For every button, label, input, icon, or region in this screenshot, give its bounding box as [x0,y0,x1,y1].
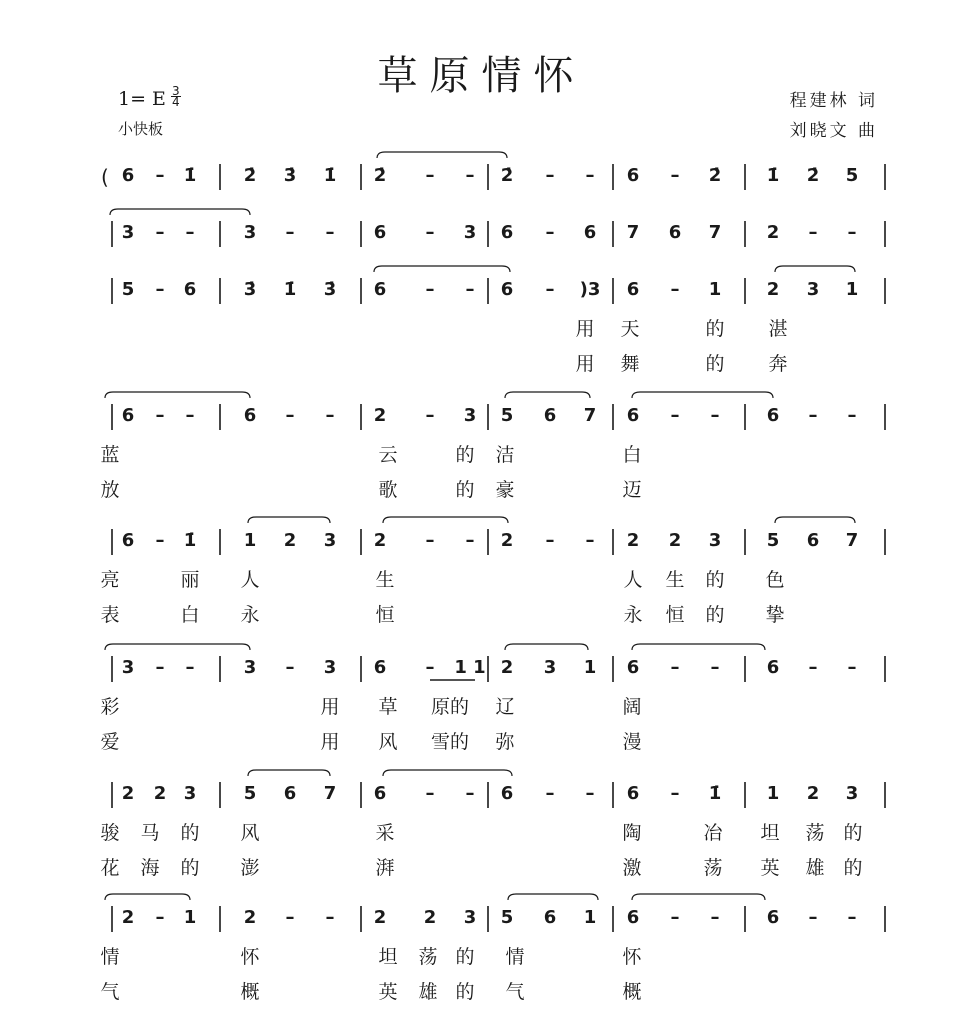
note: 3 [323,530,337,551]
lyric-verse-1: 用 [320,696,340,718]
lyric-verse-1: 的 [180,822,200,844]
tie-slur [632,894,765,900]
note: 2 [243,907,257,928]
lyric-verse-2: 爱 [100,731,120,753]
note: 3 [543,657,557,678]
lyric-verse-2: 放 [100,479,120,501]
lyric-verse-2: 表 [100,604,120,626]
lyric-verse-1: 亮 [100,569,120,591]
lyric-verse-2: 用 [320,731,340,753]
note: – [670,657,680,678]
note: 1 [708,279,722,300]
note: 5 [243,783,257,804]
lyric-verse-1: 骏 [100,822,120,844]
note: – [808,405,818,426]
note: 6 [121,165,135,186]
note: – [285,907,295,928]
lyric-verse-2: 恒 [375,604,395,626]
note: 1 [766,783,780,804]
note: – [585,783,595,804]
note: 3 [243,657,257,678]
lyric-verse-2: 澎 [240,857,260,879]
note: 7 [626,222,640,243]
tie-slur [383,517,508,523]
note: 2 [121,783,135,804]
note: 6 [373,222,387,243]
note: 5 [500,907,514,928]
lyric-verse-2: 白 [180,604,200,626]
note: 1 [583,907,597,928]
note: – [710,405,720,426]
lyric-verse-2: 永 [240,604,260,626]
note: – [847,907,857,928]
note: )3 [579,279,601,300]
note: – [808,657,818,678]
note: 2 [766,279,780,300]
lyric-verse-1: 生 [665,569,685,591]
lyric-verse-2: 气 [100,981,120,1003]
opening-paren: ( [101,165,109,189]
note: – [325,907,335,928]
lyric-verse-1: 云 [378,444,398,466]
time-top: 3 [172,84,180,98]
lyric-verse-1: 色 [765,569,785,591]
time-bottom: 4 [172,95,180,109]
note: – [425,405,435,426]
note: 5 [845,165,859,186]
note: 6 [583,222,597,243]
note: – [585,165,595,186]
note: 3 [463,222,477,243]
lyric-verse-2: 英 [378,981,398,1003]
note: 6 [183,279,197,300]
note: 7 [708,222,722,243]
lyric-verse-1: 蓝 [100,444,120,466]
lyric-verse-2: 概 [622,981,642,1003]
note: – [285,222,295,243]
note: 3 [463,907,477,928]
lyric-verse-2: 的 [705,353,725,375]
note: 6 [766,405,780,426]
note: 6 [373,279,387,300]
lyric-verse-1: 怀 [622,946,642,968]
note: – [155,279,165,300]
lyric-verse-1: 湛 [768,318,788,340]
note: 2 [668,530,682,551]
lyricist-credit: 程建林 词 [789,91,878,111]
note: 7 [323,783,337,804]
note: 2 [500,530,514,551]
lyric-verse-2: 湃 [375,857,395,879]
note: – [285,657,295,678]
lyric-verse-2: 海 [140,857,160,879]
lyric-verse-2: 的 [705,604,725,626]
note: 3 [183,783,197,804]
note: 1̇ [323,165,337,186]
note: 3̇ [283,165,297,186]
note: – [185,405,195,426]
note: 6 [806,530,820,551]
note: 6 [121,530,135,551]
note: 2̇ [243,165,257,186]
note: – [585,530,595,551]
lyric-verse-1: 荡 [805,822,825,844]
note: 6 [766,907,780,928]
lyric-verse-1: 怀 [240,946,260,968]
lyric-verse-2: 荡 [703,857,723,879]
lyric-verse-2: 雄 [418,981,438,1003]
tie-slur [105,644,250,650]
lyric-verse-2: 气 [505,981,525,1003]
note: – [425,530,435,551]
lyric-verse-2: 的 [843,857,863,879]
lyric-verse-1: 的 [705,569,725,591]
lyric-verse-2: 的 [180,857,200,879]
lyric-verse-1: 采 [375,822,395,844]
tie-slur [377,152,507,158]
note: – [808,222,818,243]
note: – [425,279,435,300]
note: 3 [463,405,477,426]
lyric-verse-2: 用 [575,353,595,375]
note: 3 [708,530,722,551]
note: – [465,530,475,551]
note: – [670,783,680,804]
lyric-verse-2: 花 [100,857,120,879]
lyric-verse-1: 情 [100,946,120,968]
note: – [545,530,555,551]
note: 6 [626,657,640,678]
note: 5 [121,279,135,300]
tie-slur [105,392,250,398]
lyric-verse-2: 激 [622,857,642,879]
note: 7 [583,405,597,426]
note: 3̇ [243,279,257,300]
tie-slur [505,644,588,650]
lyric-verse-1: 草 [378,696,398,718]
lyric-verse-1: 阔 [622,696,642,718]
note: – [847,222,857,243]
tie-slur [508,894,598,900]
tie-slur [632,392,773,398]
lyric-verse-1: 人 [240,569,260,591]
note: – [425,165,435,186]
tie-slur [775,266,855,272]
lyric-verse-1: 原的 [430,696,470,718]
note: 1̇ [283,279,297,300]
note: – [155,405,165,426]
key-signature: 1= E [118,88,166,110]
note: 2 [121,907,135,928]
lyric-verse-1: 风 [240,822,260,844]
note: – [325,222,335,243]
note: 6 [626,405,640,426]
note: 2 [373,405,387,426]
note: 2̇ [500,165,514,186]
note: 2 [373,530,387,551]
note: 1̇ [708,783,722,804]
lyric-verse-1: 冶 [703,822,723,844]
composer-credit: 刘晓文 曲 [789,121,878,141]
note: – [465,279,475,300]
lyric-verse-2: 的 [455,479,475,501]
note: 6 [626,165,640,186]
note: 6 [243,405,257,426]
tie-slur [775,517,855,523]
lyric-verse-1: 白 [622,444,642,466]
note: 3 [243,222,257,243]
note: 3 [121,222,135,243]
tie-slur [505,392,590,398]
lyric-verse-2: 风 [378,731,398,753]
note: – [425,657,435,678]
note: 1̇ [183,530,197,551]
lyric-verse-2: 雄 [805,857,825,879]
tie-slur [248,770,330,776]
note: 1̇ [766,165,780,186]
note: – [670,165,680,186]
note: 1 [183,907,197,928]
note: – [155,657,165,678]
note: 3 [845,783,859,804]
note: 6 [373,657,387,678]
note: 2 [373,907,387,928]
lyric-verse-2: 的 [455,981,475,1003]
note: 6 [500,279,514,300]
note: – [425,222,435,243]
note: – [545,222,555,243]
note: 2 [423,907,437,928]
lyric-verse-2: 恒 [665,604,685,626]
note: 1 1 [454,657,486,678]
note: – [185,222,195,243]
note: 5 [766,530,780,551]
note: 1̇ [183,165,197,186]
note: – [155,907,165,928]
note: – [545,165,555,186]
note: – [808,907,818,928]
note: – [847,657,857,678]
note: – [670,405,680,426]
lyric-verse-1: 的 [455,946,475,968]
note: 6 [543,405,557,426]
note: 1 [243,530,257,551]
lyric-verse-1: 辽 [495,696,515,718]
note: – [285,405,295,426]
lyric-verse-1: 的 [455,444,475,466]
lyric-verse-2: 迈 [622,479,642,501]
lyric-verse-1: 情 [505,946,525,968]
lyric-verse-1: 人 [623,569,643,591]
note: – [710,907,720,928]
lyric-verse-1: 陶 [622,822,642,844]
lyric-verse-2: 漫 [622,731,642,753]
note: 6 [626,279,640,300]
note: 6 [373,783,387,804]
lyric-verse-1: 彩 [100,696,120,718]
note: 6 [500,222,514,243]
note: 3 [323,657,337,678]
note: 1 [583,657,597,678]
lyric-verse-1: 丽 [180,569,200,591]
note: – [847,405,857,426]
note: – [545,279,555,300]
lyric-verse-1: 生 [375,569,395,591]
note: – [155,165,165,186]
note: 3 [806,279,820,300]
note: 6 [668,222,682,243]
note: 5 [500,405,514,426]
lyric-verse-2: 豪 [495,479,515,501]
note: – [325,405,335,426]
note: 3̇ [323,279,337,300]
note: 6 [543,907,557,928]
tie-slur [374,266,510,272]
lyric-verse-2: 挚 [765,604,785,626]
note: – [425,783,435,804]
note: 2 [626,530,640,551]
note: – [465,783,475,804]
note: 7 [845,530,859,551]
note: 6 [766,657,780,678]
lyric-verse-1: 洁 [495,444,515,466]
lyric-verse-2: 奔 [768,353,788,375]
lyric-verse-2: 雪的 [430,731,470,753]
note: – [670,279,680,300]
note: 6 [283,783,297,804]
note: – [155,222,165,243]
lyric-verse-1: 的 [705,318,725,340]
note: – [545,783,555,804]
note: 6 [626,783,640,804]
lyric-verse-1: 马 [140,822,160,844]
note: – [670,907,680,928]
note: 2 [283,530,297,551]
tie-slur [248,517,330,523]
lyric-verse-1: 天 [620,318,640,340]
note: – [465,165,475,186]
note: 6 [626,907,640,928]
lyric-verse-2: 歌 [378,479,398,501]
page-cutoff [0,1009,963,1025]
lyric-verse-1: 用 [575,318,595,340]
note: 6 [121,405,135,426]
note: 3 [121,657,135,678]
note: 6 [500,783,514,804]
note: 2̇ [373,165,387,186]
note: – [185,657,195,678]
note: 2̇ [806,165,820,186]
note: – [710,657,720,678]
lyric-verse-2: 概 [240,981,260,1003]
lyric-verse-2: 弥 [495,731,515,753]
note: 2̇ [708,165,722,186]
note: 1 [845,279,859,300]
lyric-verse-1: 的 [843,822,863,844]
lyric-verse-1: 坦 [760,822,780,844]
tie-slur [105,894,190,900]
tempo-marking: 小快板 [118,120,164,138]
note: – [155,530,165,551]
song-title: 草原情怀 [377,53,586,99]
note: 2 [766,222,780,243]
tie-slur [110,209,250,215]
lyric-verse-1: 荡 [418,946,438,968]
lyric-verse-2: 英 [760,857,780,879]
tie-slur [632,644,765,650]
tie-slur [383,770,512,776]
lyric-verse-1: 坦 [378,946,398,968]
note: 2 [806,783,820,804]
lyric-verse-2: 永 [623,604,643,626]
note: 2 [500,657,514,678]
lyric-verse-2: 舞 [620,353,640,375]
note: 2 [153,783,167,804]
